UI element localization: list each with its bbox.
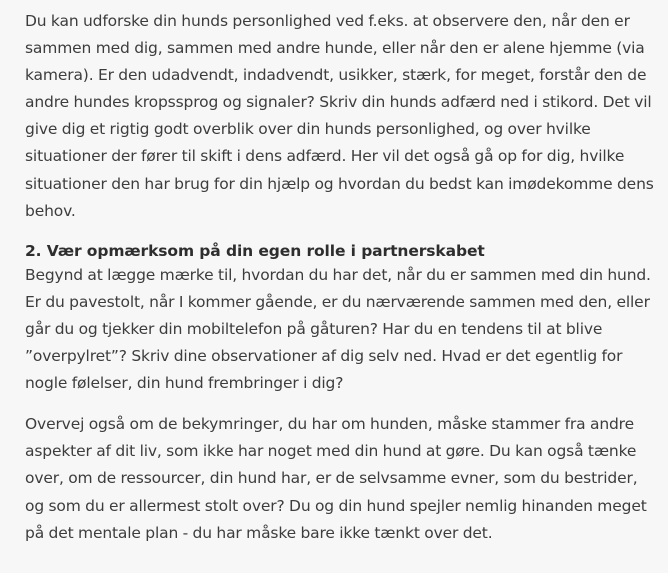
- intro-paragraph: Du kan udforske din hunds personlighed ved f.eks. at observere den, når den er sammen med dig, sammen med andre hunde, eller når den er alene hjemme (via kamera). Er den udadvendt, indadvendt, usikker, stærk, for meget, forstår den de andre hundes kropssprog og signaler? Skriv din hunds adfærd ned i stikord. Det vil give dig et rigtig godt overblik over din hunds personlighed, og over hvilke situationer der fører til skift i dens adfærd. Her vil det også gå op for dig, hvilke situationer den har brug for din hjælp og hvordan du bedst kan imødekomme dens behov.: [25, 12, 654, 220]
- section-2-heading: 2. Vær opmærksom på din egen rolle i partnerskabet: [25, 241, 485, 260]
- section-2-paragraph-1: Begynd at lægge mærke til, hvordan du har det, når du er sammen med din hund. Er du pavestolt, når I kommer gående, er du nærværende sammen med den, eller går du og tjekker din mobiltelefon på gåturen? Har du en tendens til at blive ”overpylret”? Skriv dine observationer af dig selv ned. Hvad er det egentlig for nogle følelser, din hund frembringer i dig?: [25, 265, 651, 393]
- section-2-paragraph-2: Overvej også om de bekymringer, du har om hunden, måske stammer fra andre aspekter af dit liv, som ikke har noget med din hund at gøre. Du kan også tænke over, om de ressourcer, din hund har, er de selvsamme evner, som du bestrider, og som du er allermest stolt over? Du og din hund spejler nemlig hinanden meget på det mentale plan - du har måske bare ikke tænkt over det.: [25, 415, 647, 542]
